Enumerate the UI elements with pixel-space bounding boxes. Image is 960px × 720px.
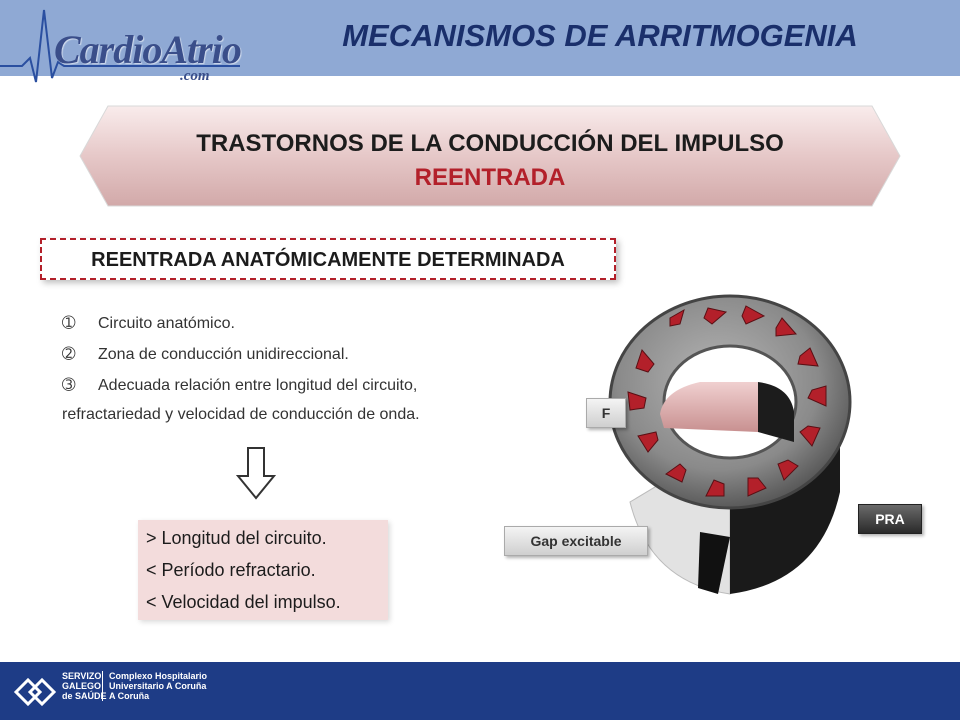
list-continuation: refractariedad y velocidad de conducción de onda.: [62, 406, 420, 423]
page-title: MECANISMOS DE ARRITMOGENIA: [342, 18, 858, 53]
footer-org: [62, 671, 107, 701]
label-f: F: [586, 398, 626, 428]
footer-hospital-line: Universitario A Coruña: [109, 681, 207, 691]
summary-line: < Período refractario.: [146, 560, 316, 580]
section-heading-box: [40, 238, 616, 280]
down-arrow-icon: [236, 446, 276, 500]
label-gap-excitable: Gap excitable: [504, 526, 648, 556]
section-heading: REENTRADA ANATÓMICAMENTE DETERMINADA: [91, 249, 565, 271]
footer-hospital-line: A Coruña: [109, 691, 150, 701]
summary-line: < Velocidad del impulso.: [146, 592, 341, 612]
list-text: Zona de conducción unidireccional.: [98, 346, 349, 363]
logo-suffix: .com: [180, 68, 210, 84]
footer-org-line: SERVIZO: [62, 671, 102, 681]
footer-org-line: de SAÚDE: [62, 691, 107, 701]
footer-org-line: GALEGO: [62, 681, 102, 691]
logo: [0, 0, 240, 100]
label-pra: PRA: [858, 504, 922, 534]
list-item: [62, 344, 349, 364]
list-text: Circuito anatómico.: [98, 315, 235, 332]
list-item: [62, 375, 417, 395]
banner-title: TRASTORNOS DE LA CONDUCCIÓN DEL IMPULSO: [196, 130, 784, 157]
footer-hospital-line: Complexo Hospitalario: [109, 671, 208, 681]
logo-text: CardioAtrio: [54, 27, 241, 72]
list-number: ➂: [62, 377, 76, 394]
sergas-logo-icon: [12, 674, 56, 710]
summary-box: [138, 520, 388, 620]
summary-line: > Longitud del circuito.: [146, 528, 327, 548]
section-banner: [78, 104, 902, 208]
list-number: ➀: [62, 315, 76, 332]
list-number: ➁: [62, 346, 76, 363]
list-item: [62, 313, 235, 333]
list-text: Adecuada relación entre longitud del circuito,: [98, 377, 418, 394]
banner-subtitle: REENTRADA: [414, 164, 566, 191]
footer-hospital: [102, 671, 207, 701]
